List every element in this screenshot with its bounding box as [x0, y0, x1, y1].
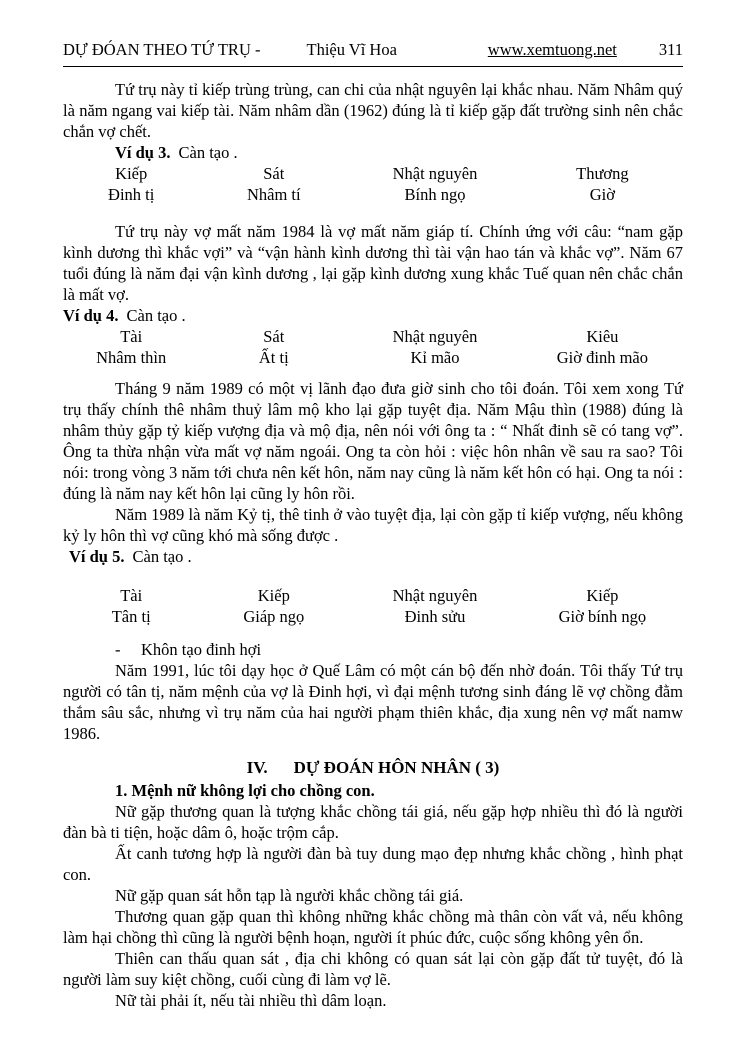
pillar-role: Kiếp [115, 164, 148, 183]
paragraph-8: Nữ gặp quan sát hỗn tạp là người khắc chồng tái giá. [115, 886, 464, 905]
pillar-roles-row [63, 326, 683, 347]
example-4-label: Ví dụ 4. [63, 306, 119, 325]
example-3-text: Càn tạo . [178, 143, 238, 162]
pillar-value: Bính ngọ [404, 185, 466, 204]
paragraph-10: Thiên can thấu quan sát , địa chi không có quan sát lại còn gặp đất tử tuyệt, đó là người làm suy kiệt chồng, cuối cùng đi làm vợ lẽ. [63, 949, 683, 989]
pillar-role: Nhật nguyên [392, 327, 478, 346]
paragraph-9: Thương quan gặp quan thì không những khắc chồng mà thân còn vất vả, nếu không làm hại chồng thì cũng là người bệnh hoạn, người ít phúc đức, cuộc sống không yên ổn. [63, 907, 683, 947]
website-link[interactable]: www.xemtuong.net [487, 40, 617, 59]
pillar-role: Tài [120, 327, 143, 346]
pillar-role: Sát [263, 164, 285, 183]
pillar-table-example-5 [63, 585, 683, 627]
example-5-text: Càn tạo . [132, 547, 192, 566]
paragraph-1: Tứ trụ này tỉ kiếp trùng trùng, can chi của nhật nguyên lại khắc nhau. Năm Nhâm quý là năm ngang vai kiếp tài. Năm nhâm dần (1962) đúng là tỉ kiếp gặp đất trường sinh nên chắc chắn vợ chết. [63, 80, 683, 141]
pillar-roles-row [63, 585, 683, 606]
example-5-caption [63, 546, 683, 567]
example-3-label: Ví dụ 3. [115, 143, 171, 162]
page-number: 311 [658, 40, 683, 59]
pillar-role: Kiếp [586, 586, 619, 605]
pillar-values-row [63, 184, 683, 205]
section-numeral: IV. [246, 758, 268, 777]
pillar-role: Thương [576, 164, 629, 183]
pillar-role: Nhật nguyên [392, 164, 478, 183]
pillar-roles-row [63, 163, 683, 184]
pillar-role: Tài [120, 586, 143, 605]
pillar-role: Kiêu [586, 327, 619, 346]
example-3-caption [63, 142, 683, 163]
pillar-value: Giờ [589, 185, 615, 204]
pillar-values-row [63, 606, 683, 627]
pillar-role: Sát [263, 327, 285, 346]
paragraph-3: Tháng 9 năm 1989 có một vị lãnh đạo đưa giờ sinh cho tôi đoán. Tôi xem xong Tứ trụ thấy chính thê nhâm thuỷ lâm mộ kho lại gặp tuyệt địa. Năm Mậu thìn (1988) đúng là nhâm thủy gặp tỷ kiếp vượng địa và mộ địa, nên nói với ông ta : “ Nhất đinh sẽ có tang vợ”. Ông ta thừa nhận vừa mất vợ năm ngoái. Ong ta còn hỏi : việc hôn nhân về sau ra sao? Tôi nói: trong vòng 3 năm tới chưa nên kết hôn, năm nay cũng là năm kết hôn có hại. Ong ta nói : đúng là năm nay kết hôn lại cũng ly hôn rồi. [63, 379, 683, 503]
pillar-value: Giáp ngọ [243, 607, 305, 626]
paragraph-5: Năm 1991, lúc tôi dạy học ở Quế Lâm có một cán bộ đến nhờ đoán. Tôi thấy Tứ trụ người có tân tị, năm mệnh của vợ là Đinh hợi, vì đại mệnh tương sinh đáng lẽ vợ chồng đằm thắm sâu sắc, nhưng vì trụ năm của hai người phạm thiên khắc, địa xung nên vợ mất namw 1986. [63, 661, 683, 743]
paragraph-2: Tứ trụ này vợ mất năm 1984 là vợ mất năm giáp tí. Chính ứng với câu: “nam gặp kình dương thì khắc vợi” và “vận hành kình dương thì tài vận hao tán và khắc vợ”. Năm 67 tuổi đúng là năm đại vận kình dương , lại gặp kình dương xung khắc Tuế quan nên chắc chắn là mất vợ. [63, 222, 683, 304]
example-5-label: Ví dụ 5. [69, 547, 125, 566]
pillar-value: Giờ bính ngọ [558, 607, 647, 626]
dash-bullet: - [115, 640, 121, 659]
paragraph-7: Ất canh tương hợp là người đàn bà tuy dung mạo đẹp nhưng khắc chồng , hình phạt con. [63, 844, 683, 884]
pillar-role: Nhật nguyên [392, 586, 478, 605]
paragraph-6: Nữ gặp thương quan là tượng khắc chồng tái giá, nếu gặp hợp nhiều thì đó là người đàn bà ti tiện, hoặc dâm ô, hoặc trộm cắp. [63, 802, 683, 842]
section-heading [63, 756, 683, 780]
pillar-value: Giờ đinh mão [556, 348, 648, 367]
paragraph-4: Năm 1989 là năm Kỷ tị, thê tinh ở vào tuyệt địa, lại còn gặp tỉ kiếp vượng, nếu không kỷ ly hôn thì vợ cũng khó mà sống được . [63, 505, 683, 545]
pillar-values-row [63, 347, 683, 368]
header-rule [63, 66, 683, 67]
section-title: DỰ ĐOÁN HÔN NHÂN ( 3) [293, 758, 500, 777]
subsection-heading: 1. Mệnh nữ không lợi cho chồng con. [115, 781, 375, 800]
author-name: Thiệu Vĩ Hoa [306, 40, 397, 59]
running-title: DỰ ĐÓAN THEO TỨ TRỤ - [63, 40, 261, 59]
pillar-table-example-4 [63, 326, 683, 368]
pillar-value: Ất tị [258, 348, 289, 367]
pillar-value: Kỉ mão [410, 348, 460, 367]
khon-line [63, 639, 683, 660]
pillar-value: Nhâm tí [246, 185, 301, 204]
pillar-role: Kiếp [257, 586, 290, 605]
pillar-table-example-3 [63, 163, 683, 205]
pillar-value: Nhâm thìn [96, 348, 167, 367]
example-4-text: Càn tạo . [126, 306, 186, 325]
khon-text: Khôn tạo đinh hợi [141, 640, 262, 659]
paragraph-11: Nữ tài phải ít, nếu tài nhiều thì dâm loạn. [115, 991, 387, 1010]
page-header [63, 40, 683, 60]
pillar-value: Đinh sửu [404, 607, 466, 626]
pillar-value: Tân tị [111, 607, 151, 626]
pillar-value: Đinh tị [108, 185, 155, 204]
example-4-caption [63, 305, 683, 326]
